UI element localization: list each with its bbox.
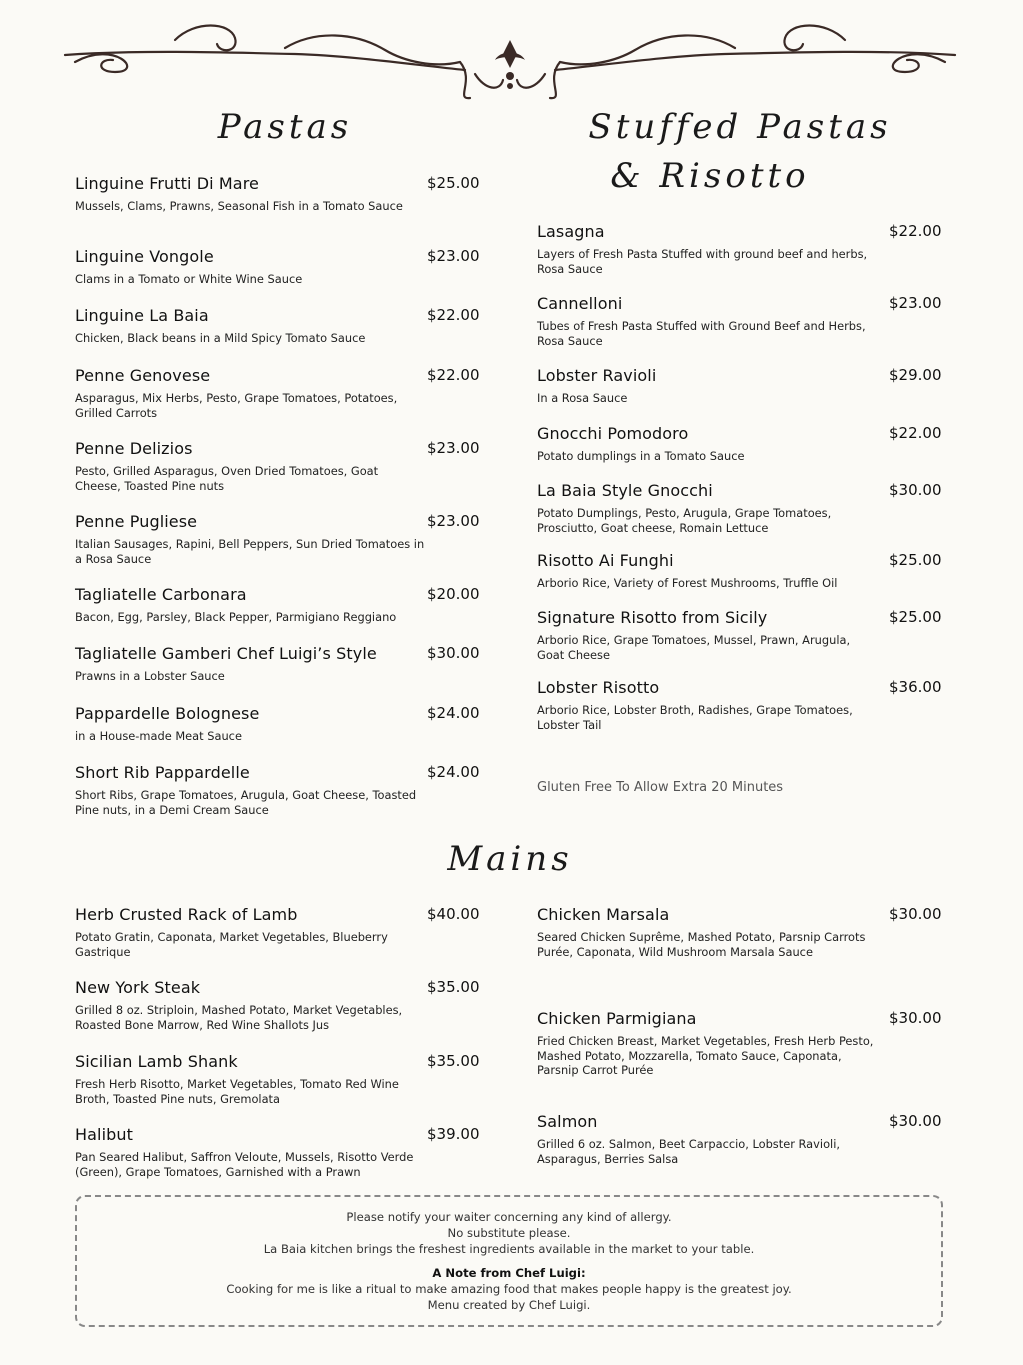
item-price: $23.00 — [427, 439, 480, 457]
item-name: Lasagna — [537, 222, 605, 241]
item-name: Penne Pugliese — [75, 512, 198, 531]
item-price: $23.00 — [889, 294, 942, 312]
allergy-notice: Please notify your waiter concerning any kind of allergy. — [346, 1210, 672, 1224]
item-name: Linguine Vongole — [75, 247, 214, 266]
item-description: in a House-made Meat Sauce — [75, 729, 242, 743]
item-price: $23.00 — [427, 247, 480, 265]
item-description: Prawns in a Lobster Sauce — [75, 669, 225, 683]
item-description: Grilled 8 oz. Striploin, Mashed Potato, Market Vegetables, Roasted Bone Marrow, Red Wine Shallots Jus — [75, 1003, 403, 1032]
chef-note-text: Cooking for me is like a ritual to make amazing food that makes people happy is the greatest joy. — [226, 1282, 792, 1296]
item-description: Layers of Fresh Pasta Stuffed with ground beef and herbs, Rosa Sauce — [537, 247, 868, 276]
item-price: $30.00 — [889, 1009, 942, 1027]
item-price: $22.00 — [889, 424, 942, 442]
item-name: Sicilian Lamb Shank — [75, 1052, 238, 1071]
item-description: Arborio Rice, Variety of Forest Mushrooms, Truffle Oil — [537, 576, 838, 590]
item-price: $24.00 — [427, 704, 480, 722]
item-price: $30.00 — [889, 1112, 942, 1130]
item-name: Cannelloni — [537, 294, 623, 313]
item-name: Halibut — [75, 1125, 133, 1144]
item-name: Lobster Ravioli — [537, 366, 657, 385]
item-price: $25.00 — [427, 174, 480, 192]
item-price: $22.00 — [427, 306, 480, 324]
item-price: $30.00 — [427, 644, 480, 662]
item-price: $35.00 — [427, 978, 480, 996]
item-price: $22.00 — [427, 366, 480, 384]
item-name: New York Steak — [75, 978, 201, 997]
item-name: La Baia Style Gnocchi — [537, 481, 713, 500]
item-name: Short Rib Pappardelle — [75, 763, 250, 782]
item-description: Seared Chicken Suprême, Mashed Potato, Parsnip Carrots Purée, Caponata, Wild Mushroom Marsala Sauce — [537, 930, 866, 959]
item-name: Gnocchi Pomodoro — [537, 424, 689, 443]
item-price: $30.00 — [889, 481, 942, 499]
item-description: Bacon, Egg, Parsley, Black Pepper, Parmigiano Reggiano — [75, 610, 397, 624]
menu-credit: Menu created by Chef Luigi. — [427, 1298, 591, 1312]
item-description: Potato dumplings in a Tomato Sauce — [537, 449, 745, 463]
freshness-notice: La Baia kitchen brings the freshest ingredients available in the market to your table. — [263, 1242, 755, 1256]
item-description: Pan Seared Halibut, Saffron Veloute, Mussels, Risotto Verde (Green), Grape Tomatoes, Garnished with a Prawn — [75, 1150, 414, 1179]
no-substitute-notice: No substitute please. — [447, 1226, 571, 1240]
item-description: Asparagus, Mix Herbs, Pesto, Grape Tomatoes, Potatoes, Grilled Carrots — [75, 391, 398, 420]
item-description: Short Ribs, Grape Tomatoes, Arugula, Goat Cheese, Toasted Pine nuts, in a Demi Cream Sauce — [75, 788, 417, 817]
item-name: Tagliatelle Gamberi Chef Luigi’s Style — [75, 644, 377, 663]
item-price: $29.00 — [889, 366, 942, 384]
item-description: Arborio Rice, Grape Tomatoes, Mussel, Prawn, Arugula, Goat Cheese — [537, 633, 851, 662]
item-price: $20.00 — [427, 585, 480, 603]
item-name: Chicken Parmigiana — [537, 1009, 697, 1028]
item-description: Arborio Rice, Lobster Broth, Radishes, Grape Tomatoes, Lobster Tail — [537, 703, 853, 732]
item-description: Potato Dumplings, Pesto, Arugula, Grape Tomatoes, Prosciutto, Goat cheese, Romain Lettuce — [537, 506, 832, 535]
item-name: Risotto Ai Funghi — [537, 551, 674, 570]
chef-note-title: A Note from Chef Luigi: — [432, 1266, 586, 1280]
item-description: In a Rosa Sauce — [537, 391, 628, 405]
item-price: $22.00 — [889, 222, 942, 240]
item-name: Signature Risotto from Sicily — [537, 608, 768, 627]
item-name: Pappardelle Bolognese — [75, 704, 260, 723]
item-description: Fried Chicken Breast, Market Vegetables, Fresh Herb Pesto, Mashed Potato, Mozzarella, Tomato Sauce, Caponata, Parsnip Carrot Purée — [537, 1034, 874, 1077]
item-price: $25.00 — [889, 551, 942, 569]
item-description: Fresh Herb Risotto, Market Vegetables, Tomato Red Wine Broth, Toasted Pine nuts, Gremolata — [75, 1077, 399, 1106]
gluten-free-note: Gluten Free To Allow Extra 20 Minutes — [537, 780, 784, 795]
item-description: Grilled 6 oz. Salmon, Beet Carpaccio, Lobster Ravioli, Asparagus, Berries Salsa — [537, 1137, 840, 1166]
decorative-ornament — [55, 10, 965, 105]
item-name: Herb Crusted Rack of Lamb — [75, 905, 298, 924]
allergy-notice-box — [75, 1195, 943, 1327]
item-description: Chicken, Black beans in a Mild Spicy Tomato Sauce — [75, 331, 366, 345]
item-price: $23.00 — [427, 512, 480, 530]
item-description: Potato Gratin, Caponata, Market Vegetables, Blueberry Gastrique — [75, 930, 388, 959]
item-price: $39.00 — [427, 1125, 480, 1143]
pastas-heading: Pastas — [217, 107, 353, 147]
item-price: $36.00 — [889, 678, 942, 696]
item-description: Clams in a Tomato or White Wine Sauce — [75, 272, 303, 286]
item-name: Salmon — [537, 1112, 598, 1131]
mains-heading: Mains — [447, 839, 573, 879]
item-name: Linguine Frutti Di Mare — [75, 174, 259, 193]
item-price: $24.00 — [427, 763, 480, 781]
item-name: Lobster Risotto — [537, 678, 660, 697]
item-price: $40.00 — [427, 905, 480, 923]
item-price: $25.00 — [889, 608, 942, 626]
item-name: Tagliatelle Carbonara — [75, 585, 247, 604]
item-description: Tubes of Fresh Pasta Stuffed with Ground Beef and Herbs, Rosa Sauce — [537, 319, 866, 348]
item-name: Penne Genovese — [75, 366, 211, 385]
item-name: Penne Delizios — [75, 439, 193, 458]
risotto-heading: & Risotto — [610, 156, 810, 196]
item-price: $30.00 — [889, 905, 942, 923]
item-name: Chicken Marsala — [537, 905, 670, 924]
item-description: Italian Sausages, Rapini, Bell Peppers, Sun Dried Tomatoes in a Rosa Sauce — [75, 537, 425, 566]
item-description: Pesto, Grilled Asparagus, Oven Dried Tomatoes, Goat Cheese, Toasted Pine nuts — [75, 464, 379, 493]
item-description: Mussels, Clams, Prawns, Seasonal Fish in a Tomato Sauce — [75, 199, 403, 213]
item-price: $35.00 — [427, 1052, 480, 1070]
item-name: Linguine La Baia — [75, 306, 209, 325]
stuffed-pastas-heading: Stuffed Pastas — [588, 107, 892, 147]
